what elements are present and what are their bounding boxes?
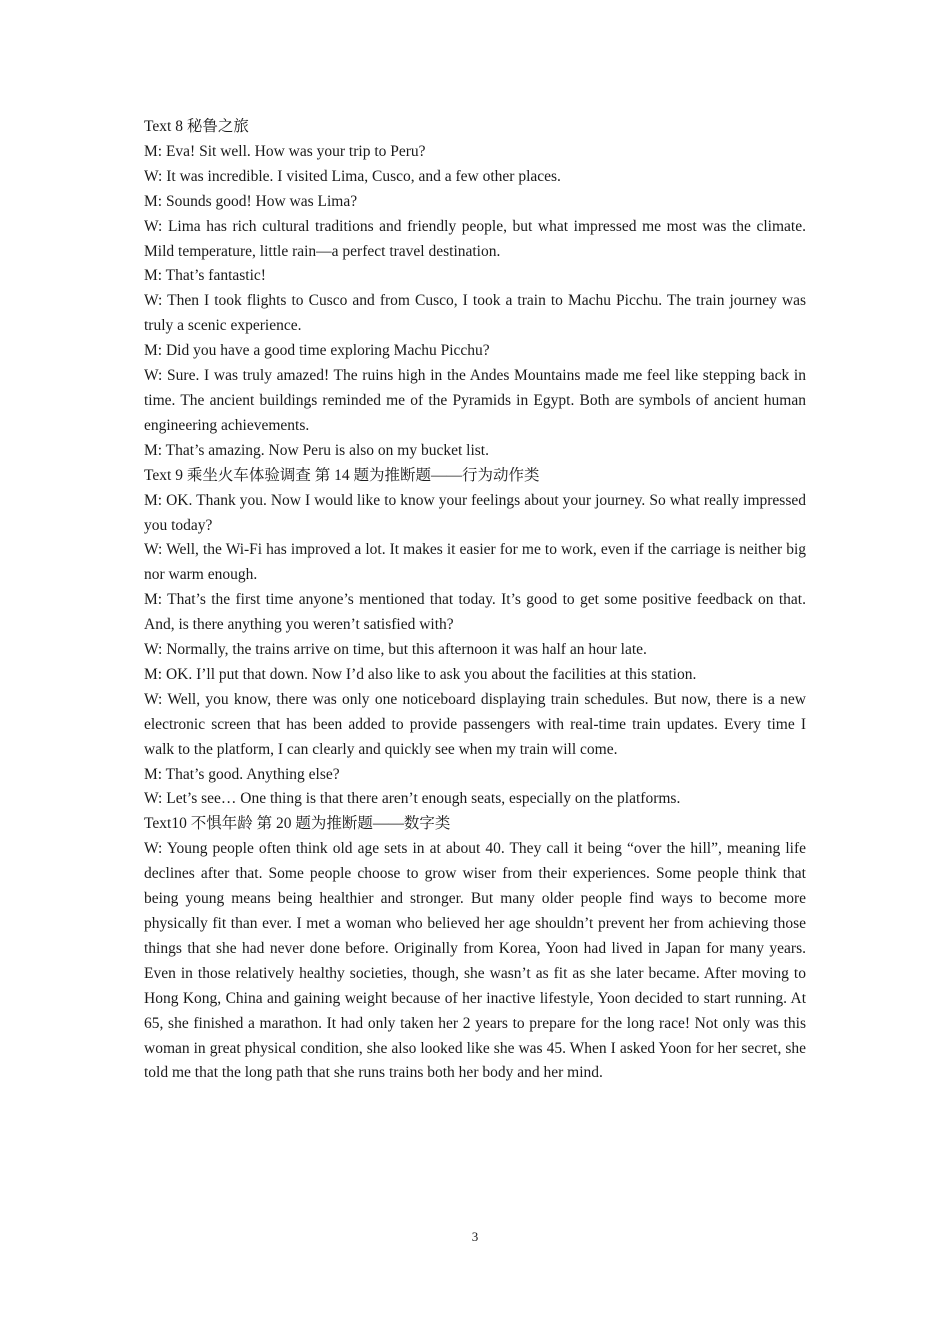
section-heading-text8: Text 8 秘鲁之旅 [144, 118, 249, 135]
dialogue-line: W: It was incredible. I visited Lima, Cusco, and a few other places. [144, 167, 561, 185]
dialogue-line: M: That’s amazing. Now Peru is also on my bucket list. [144, 441, 489, 459]
dialogue-line: W: Let’s see… One thing is that there aren’t enough seats, especially on the platforms. [144, 790, 681, 808]
dialogue-line: W: Well, you know, there was only one noticeboard displaying train schedules. But now, there is a new electronic screen that has been added to provide passengers with real-time train updates. Every time I walk to the platform, I can clearly and quickly see when my train will come. [144, 690, 806, 758]
dialogue-line: W: Normally, the trains arrive on time, but this afternoon it was half an hour late. [144, 641, 647, 659]
dialogue-line: M: Sounds good! How was Lima? [144, 192, 358, 210]
document-body [144, 115, 806, 1086]
page-number: 3 [471, 1229, 479, 1244]
dialogue-line: M: Did you have a good time exploring Machu Picchu? [144, 342, 490, 360]
section-heading-text10: Text10 不惧年龄 第 20 题为推断题——数字类 [144, 815, 451, 833]
monologue-paragraph: W: Young people often think old age sets in at about 40. They call it being “over the hill”, meaning life declines after that. Some people choose to grow wiser from their experiences. Some people think that being young means being healthier and stronger. But many older people find ways to become more physically fit than ever. I met a woman who believed her age shouldn’t prevent her from achieving those things that she had never done before. Originally from Korea, Yoon had lived in Japan for many years. Even in those relatively healthy societies, though, she wasn’t as fit as she later became. After moving to Hong Kong, China and gaining weight because of her inactive lifestyle, Yoon decided to start running. At 65, she finished a marathon. It had only taken her 2 years to prepare for the long race! Not only was this woman in great physical condition, she also looked like she was 45. When I asked Yoon for her secret, she told me that the long path that she runs trains both her body and her mind. [144, 840, 806, 1082]
dialogue-line: M: OK. I’ll put that down. Now I’d also like to ask you about the facilities at this station. [144, 665, 697, 683]
dialogue-line: W: Well, the Wi-Fi has improved a lot. It makes it easier for me to work, even if the carriage is neither big nor warm enough. [144, 541, 806, 584]
dialogue-line: M: That’s fantastic! [144, 267, 266, 285]
section-heading-text9: Text 9 乘坐火车体验调查 第 14 题为推断题——行为动作类 [144, 466, 540, 484]
dialogue-line: W: Lima has rich cultural traditions and friendly people, but what impressed me most was the climate. Mild temperature, little rain—a perfect travel destination. [144, 217, 806, 260]
dialogue-line: W: Then I took flights to Cusco and from Cusco, I took a train to Machu Picchu. The train journey was truly a scenic experience. [144, 292, 806, 335]
dialogue-line: W: Sure. I was truly amazed! The ruins high in the Andes Mountains made me feel like stepping back in time. The ancient buildings reminded me of the Pyramids in Egypt. Both are symbols of ancient human engineering achievements. [144, 367, 806, 434]
dialogue-line: M: Eva! Sit well. How was your trip to Peru? [144, 142, 426, 160]
dialogue-line: M: OK. Thank you. Now I would like to know your feelings about your journey. So what really impressed you today? [144, 491, 806, 534]
dialogue-line: M: That’s good. Anything else? [144, 765, 340, 783]
dialogue-line: M: That’s the first time anyone’s mentioned that today. It’s good to get some positive feedback on that. And, is there anything you weren’t satisfied with? [144, 591, 806, 634]
